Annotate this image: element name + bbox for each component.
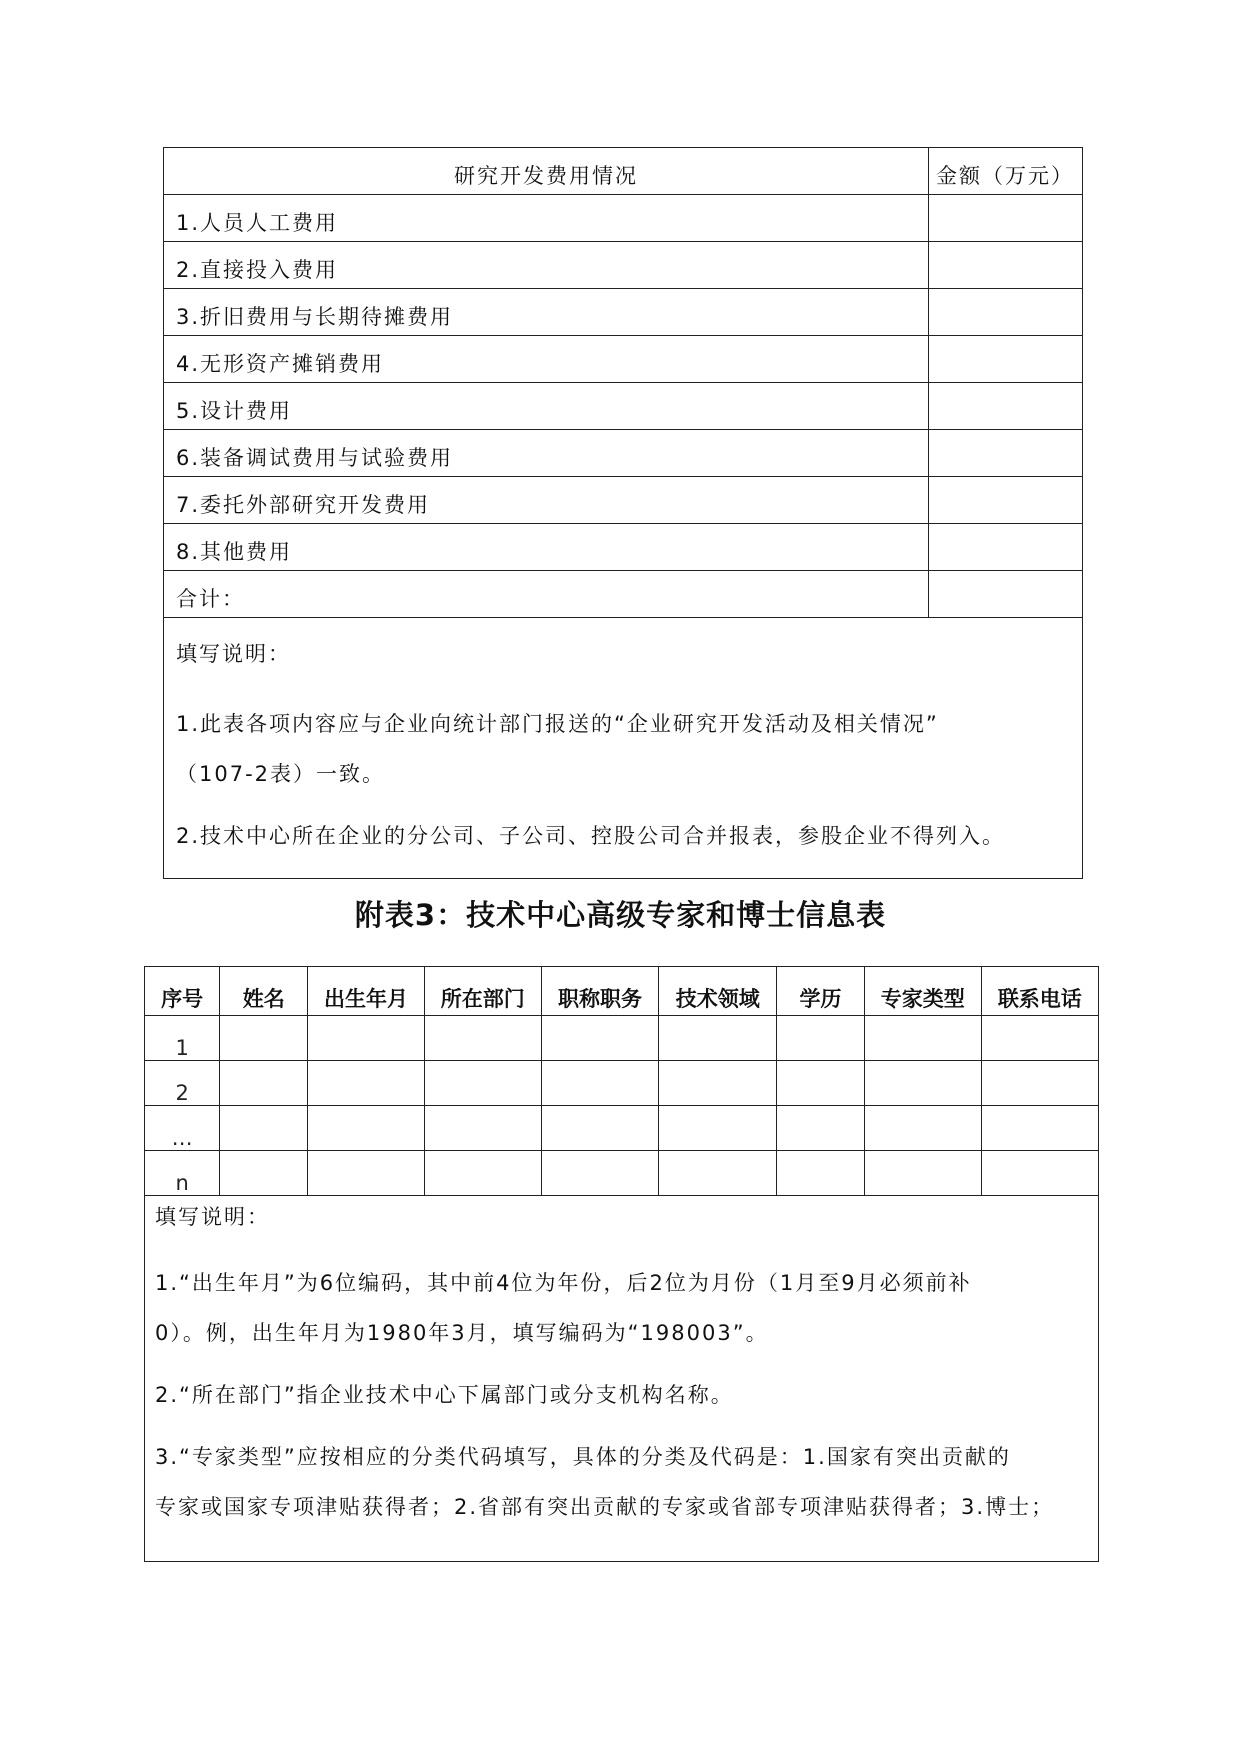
rd-row (164, 430, 1082, 477)
cell[interactable] (424, 1150, 541, 1195)
rd-row-label: 5.设计费用 (176, 399, 293, 423)
cell[interactable] (864, 1105, 981, 1150)
cell[interactable] (981, 1015, 1098, 1060)
rd-row (164, 195, 1082, 242)
rd-expense-table (163, 147, 1083, 879)
rd-row (164, 383, 1082, 430)
cell[interactable] (308, 1060, 425, 1105)
cell[interactable] (864, 1060, 981, 1105)
cell[interactable] (308, 1150, 425, 1195)
expert-table (144, 966, 1099, 1562)
cell[interactable] (981, 1105, 1098, 1150)
header-cell: 职称职务 (541, 967, 659, 1015)
row-number: 1 (145, 1015, 220, 1060)
cell[interactable] (424, 1015, 541, 1060)
rd-row (164, 289, 1082, 336)
cell[interactable] (981, 1150, 1098, 1195)
header-cell: 专家类型 (864, 967, 981, 1015)
rd-row-label: 2.直接投入费用 (176, 258, 339, 282)
note-line: 1.“出生年月”为6位编码，其中前4位为年份，后2位为月份（1月至9月必须前补 (155, 1271, 972, 1295)
expert-row (145, 1060, 1098, 1105)
rd-total-label: 合计： (176, 587, 245, 611)
expert-row (145, 1015, 1098, 1060)
rd-row-label: 8.其他费用 (176, 540, 293, 564)
expert-row (145, 1150, 1098, 1195)
cell[interactable] (777, 1105, 865, 1150)
cell[interactable] (864, 1015, 981, 1060)
cell[interactable] (981, 1060, 1098, 1105)
header-amount: 金额（万元） (936, 164, 1074, 188)
rd-row-label: 1.人员人工费用 (176, 211, 339, 235)
cell[interactable] (777, 1060, 865, 1105)
cell[interactable] (308, 1105, 425, 1150)
header-cell: 出生年月 (308, 967, 425, 1015)
notes-title: 填写说明： (155, 1205, 270, 1229)
expert-header-row (145, 967, 1098, 1015)
note-line: 2.“所在部门”指企业技术中心下属部门或分支机构名称。 (155, 1383, 734, 1407)
cell[interactable] (424, 1060, 541, 1105)
rd-table-header (164, 148, 1082, 195)
cell[interactable] (220, 1015, 308, 1060)
header-cell: 学历 (777, 967, 865, 1015)
rd-row-label: 3.折旧费用与长期待摊费用 (176, 305, 454, 329)
cell[interactable] (659, 1150, 777, 1195)
cell[interactable] (659, 1060, 777, 1105)
rd-row (164, 242, 1082, 289)
expert-row (145, 1105, 1098, 1150)
cell[interactable] (659, 1105, 777, 1150)
cell[interactable] (424, 1105, 541, 1150)
cell[interactable] (777, 1150, 865, 1195)
header-cell: 所在部门 (424, 967, 541, 1015)
rd-row (164, 524, 1082, 571)
note-line: 3.“专家类型”应按相应的分类代码填写，具体的分类及代码是：1.国家有突出贡献的 (155, 1445, 1011, 1469)
note-line: 0）。例，出生年月为1980年3月，填写编码为“198003”。 (155, 1321, 769, 1345)
header-item: 研究开发费用情况 (454, 164, 638, 188)
cell[interactable] (541, 1015, 659, 1060)
cell[interactable] (220, 1150, 308, 1195)
header-cell: 技术领域 (659, 967, 777, 1015)
rd-row-label: 6.装备调试费用与试验费用 (176, 446, 454, 470)
rd-row (164, 477, 1082, 524)
expert-grid (145, 967, 1098, 1196)
rd-row (164, 336, 1082, 383)
cell[interactable] (777, 1015, 865, 1060)
row-number: … (145, 1105, 220, 1150)
appendix-title: 附表3：技术中心高级专家和博士信息表 (354, 898, 887, 932)
cell[interactable] (220, 1105, 308, 1150)
rd-row-label: 7.委托外部研究开发费用 (176, 493, 431, 517)
cell[interactable] (659, 1015, 777, 1060)
header-cell: 联系电话 (981, 967, 1098, 1015)
expert-notes (145, 1201, 1098, 1561)
row-number: n (145, 1150, 220, 1195)
cell[interactable] (220, 1060, 308, 1105)
note-line: 2.技术中心所在企业的分公司、子公司、控股公司合并报表，参股企业不得列入。 (176, 824, 1006, 848)
note-line: 1.此表各项内容应与企业向统计部门报送的“企业研究开发活动及相关情况” (176, 712, 939, 736)
header-cell: 序号 (145, 967, 220, 1015)
cell[interactable] (541, 1060, 659, 1105)
note-line: 专家或国家专项津贴获得者；2.省部有突出贡献的专家或省部专项津贴获得者；3.博士； (155, 1495, 1055, 1519)
rd-row-label: 4.无形资产摊销费用 (176, 352, 385, 376)
notes-title: 填写说明： (176, 642, 291, 666)
header-cell: 姓名 (220, 967, 308, 1015)
cell[interactable] (864, 1150, 981, 1195)
cell[interactable] (308, 1015, 425, 1060)
cell[interactable] (541, 1150, 659, 1195)
note-line: （107-2表）一致。 (176, 762, 386, 786)
rd-total-row (164, 571, 1082, 618)
cell[interactable] (541, 1105, 659, 1150)
row-number: 2 (145, 1060, 220, 1105)
